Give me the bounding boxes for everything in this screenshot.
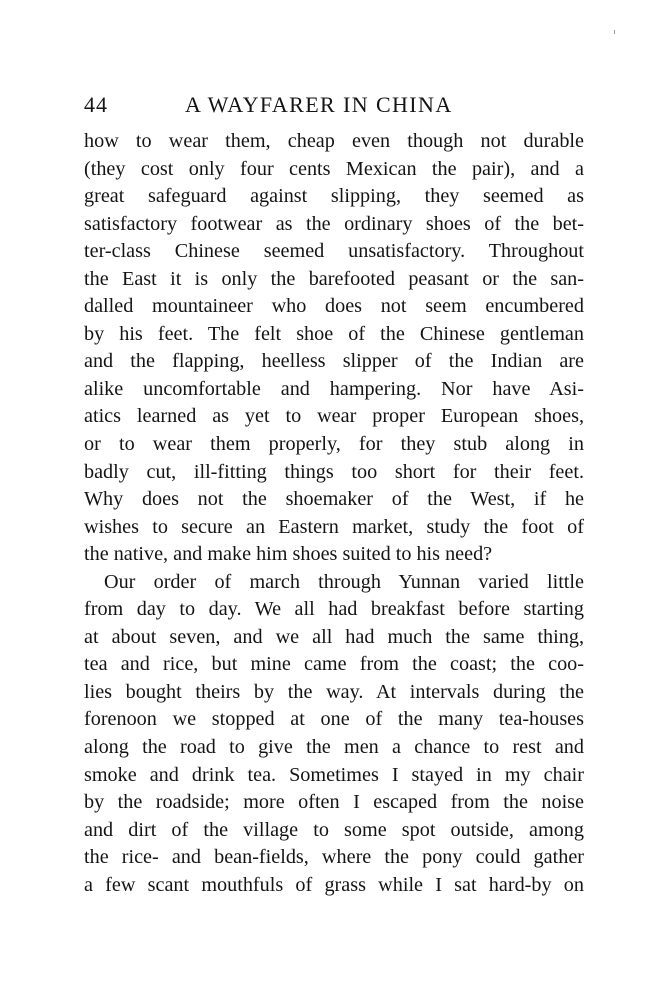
page-header (84, 92, 584, 122)
text-line: forenoon we stopped at one of the many tea-houses (84, 708, 584, 731)
text-line: how to wear them, cheap even though not durable (84, 130, 584, 152)
text-line: and dirt of the village to some spot outside, among (84, 818, 584, 841)
text-line: at about seven, and we all had much the same thing, (84, 625, 584, 648)
text-line: the East it is only the barefooted peasant or the san- (84, 267, 584, 290)
text-line: atics learned as yet to wear proper European shoes, (84, 405, 584, 428)
text-line: (they cost only four cents Mexican the pair), and a (84, 157, 584, 180)
paragraph-start-line: Our order of march through Yunnan varied little (104, 570, 584, 593)
text-line: badly cut, ill-fitting things too short for their feet. (84, 460, 584, 483)
text-line: by his feet. The felt shoe of the Chinese gentleman (84, 322, 584, 345)
text-line: wishes to secure an Eastern market, study the foot of (84, 515, 584, 538)
text-line: tea and rice, but mine came from the coast; the coo- (84, 653, 584, 676)
text-line: by the roadside; more often I escaped from the noise (84, 791, 584, 814)
text-line: from day to day. We all had breakfast before starting (84, 598, 584, 621)
text-line: along the road to give the men a chance to rest and (84, 736, 584, 759)
text-line: satisfactory footwear as the ordinary shoes of the bet- (84, 212, 584, 235)
text-line: great safeguard against slipping, they seemed as (84, 185, 584, 208)
text-line: Why does not the shoemaker of the West, if he (84, 488, 584, 511)
text-line: a few scant mouthfuls of grass while I sat hard-by on (84, 873, 584, 896)
text-line: alike uncomfortable and hampering. Nor have Asi- (84, 377, 584, 400)
text-line: smoke and drink tea. Sometimes I stayed in my chair (84, 763, 584, 786)
text-line: the rice- and bean-fields, where the pony could gather (84, 846, 584, 869)
text-line: lies bought theirs by the way. At intervals during the (84, 680, 584, 703)
running-title: A WAYFARER IN CHINA (185, 92, 453, 117)
text-line: or to wear them properly, for they stub along in (84, 433, 584, 456)
page-number: 44 (84, 92, 108, 117)
paragraph-end-line: the native, and make him shoes suited to his need? (84, 543, 493, 566)
text-line: ter-class Chinese seemed unsatisfactory. Throughout (84, 240, 584, 263)
scan-mark (614, 30, 615, 34)
text-line: and the flapping, heelless slipper of the Indian are (84, 350, 584, 373)
text-line: dalled mountaineer who does not seem encumbered (84, 295, 584, 318)
body-text (84, 128, 584, 899)
